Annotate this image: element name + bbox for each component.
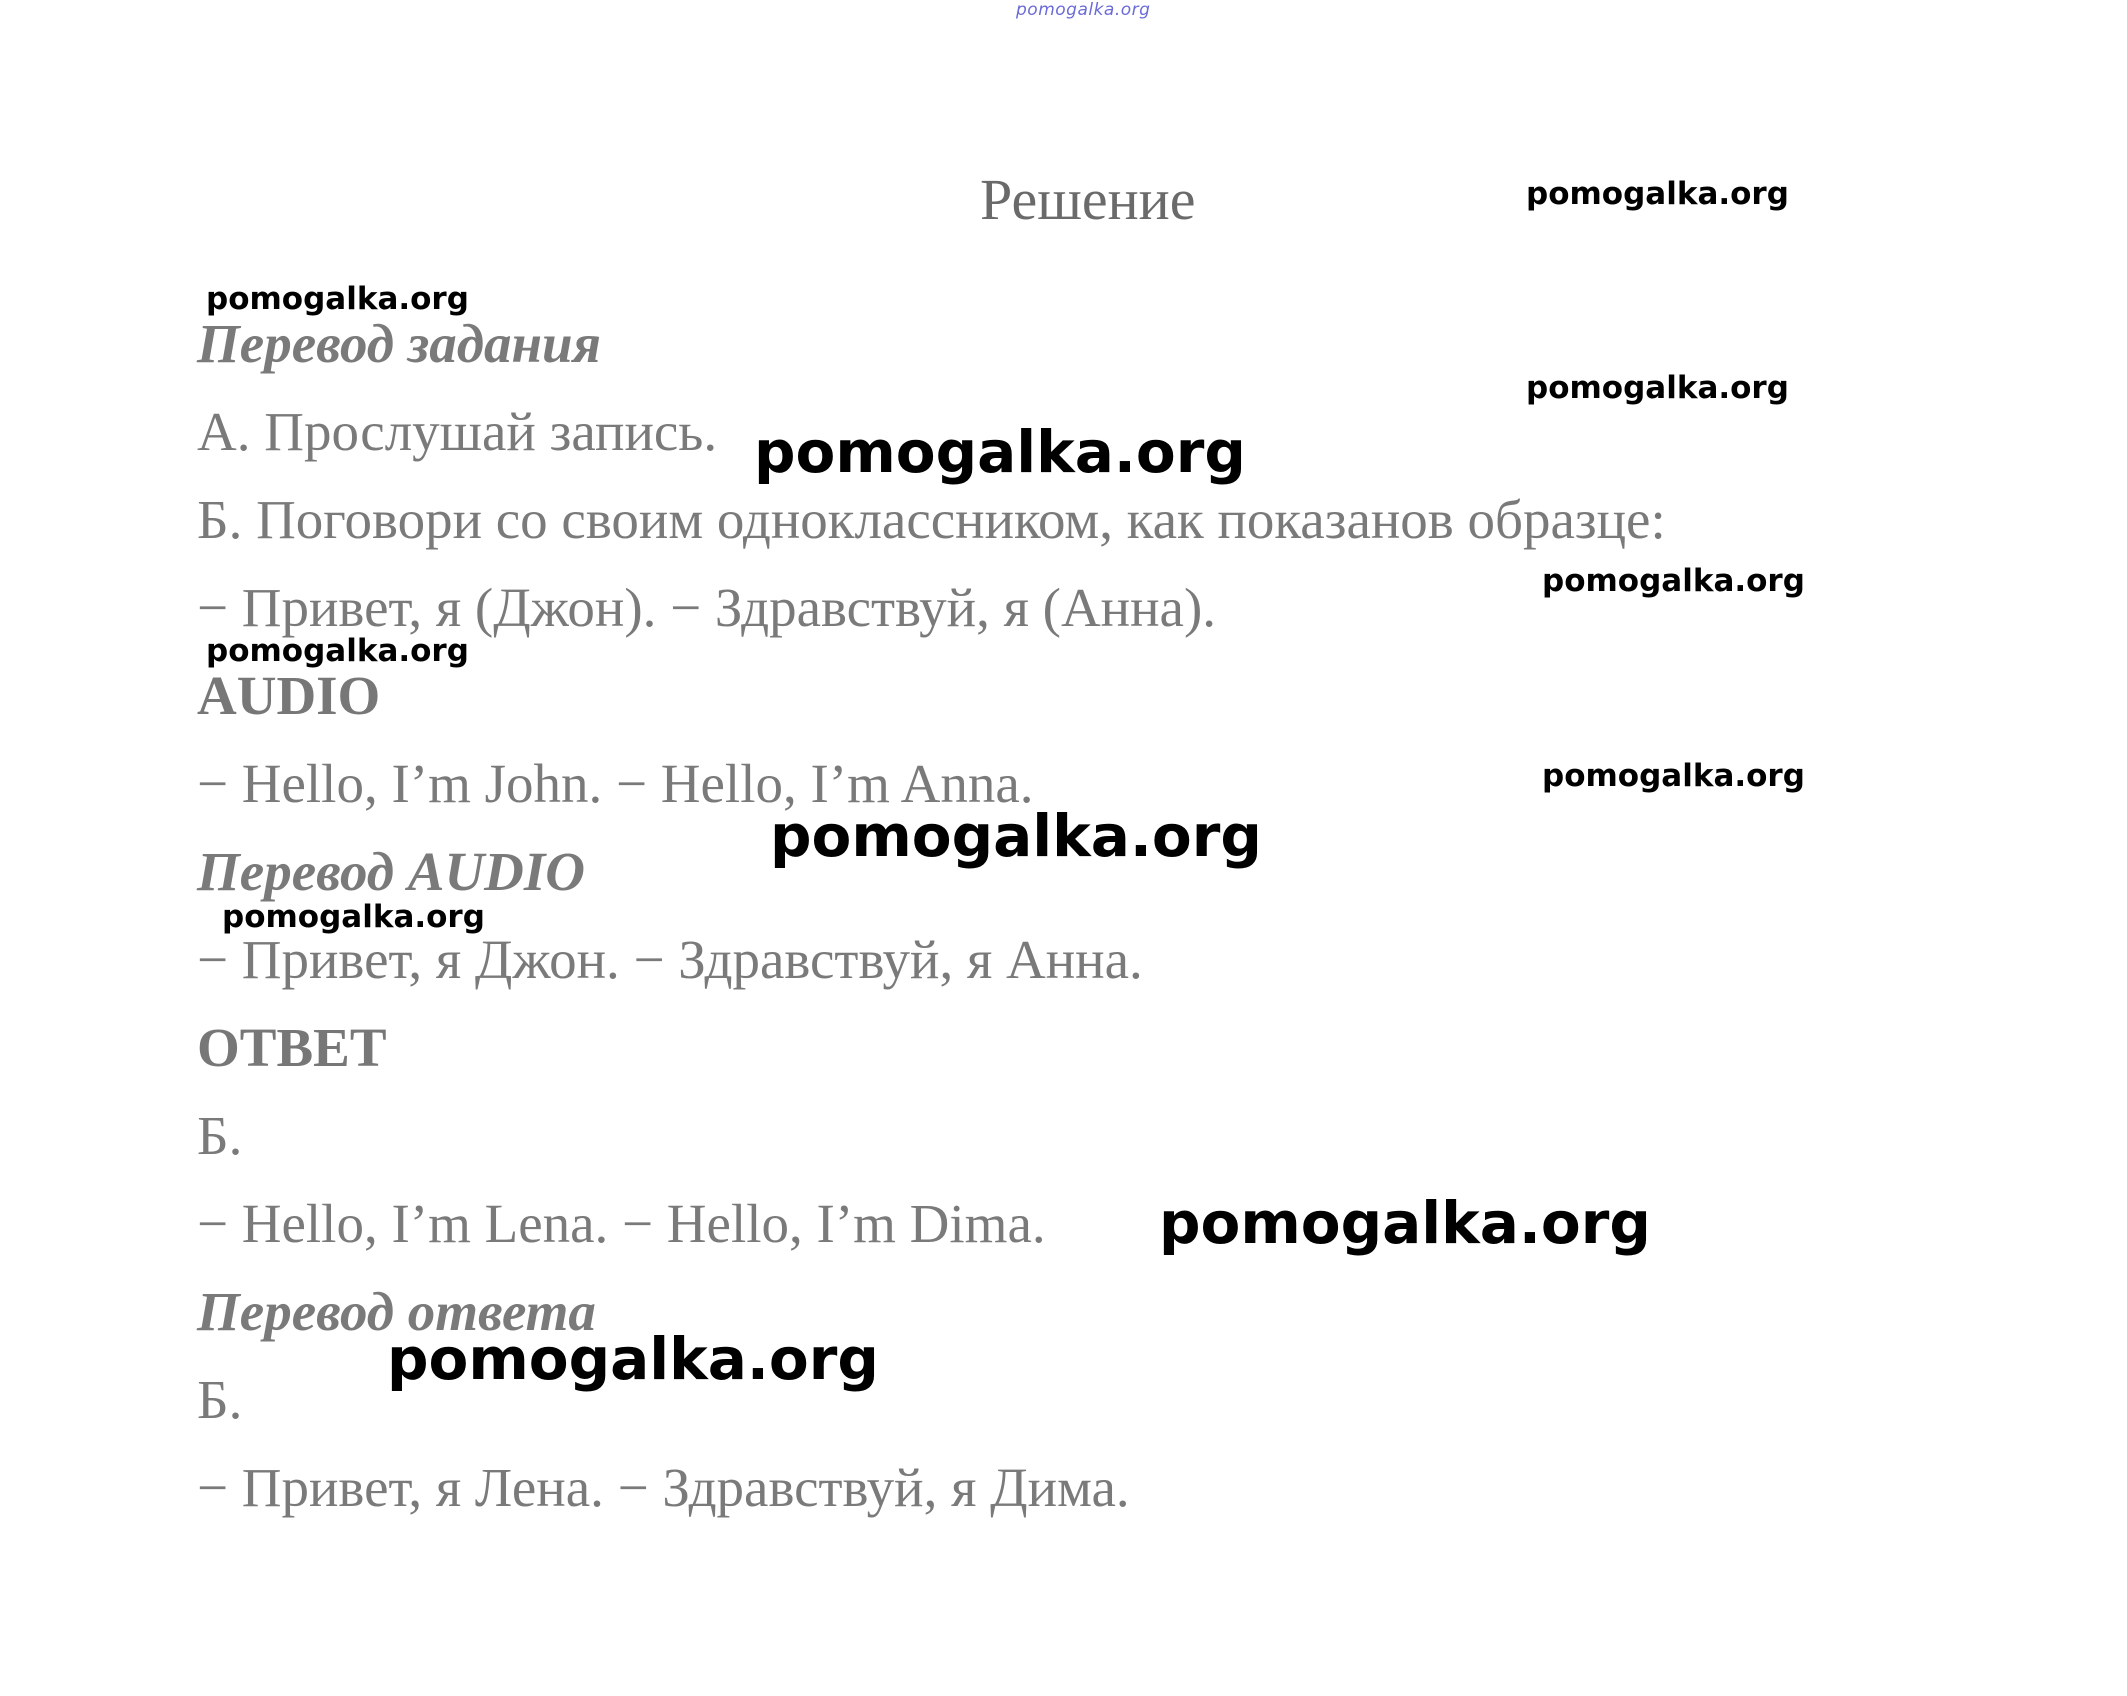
watermark: pomogalka.org bbox=[1526, 176, 1789, 212]
line-b: Б. Поговори со своим одноклассником, как показанов образце: bbox=[197, 489, 1666, 550]
watermark: pomogalka.org bbox=[206, 281, 469, 317]
heading-task-translation: Перевод задания bbox=[197, 313, 601, 374]
watermark: pomogalka.org bbox=[387, 1325, 879, 1393]
watermark: pomogalka.org bbox=[1542, 758, 1805, 794]
watermark: pomogalka.org bbox=[1526, 370, 1789, 406]
watermark: pomogalka.org bbox=[206, 633, 469, 669]
heading-audio: AUDIO bbox=[197, 665, 381, 726]
watermark: pomogalka.org bbox=[222, 899, 485, 935]
line-answer: − Hello, I’m Lena. − Hello, I’m Dima. bbox=[197, 1193, 1046, 1254]
watermark: pomogalka.org bbox=[754, 418, 1246, 486]
heading-audio-translation: Перевод AUDIO bbox=[197, 841, 586, 902]
heading-answer: ОТВЕТ bbox=[197, 1017, 387, 1078]
line-answer-ru: − Привет, я Лена. − Здравствуй, я Дима. bbox=[197, 1457, 1130, 1518]
watermark: pomogalka.org bbox=[1542, 563, 1805, 599]
line-audio: − Hello, I’m John. − Hello, I’m Anna. bbox=[197, 753, 1034, 814]
answer-label: Б. bbox=[197, 1105, 243, 1166]
watermark: pomogalka.org bbox=[770, 802, 1262, 870]
line-a: А. Прослушай запись. bbox=[197, 401, 718, 462]
top-watermark: pomogalka.org bbox=[1016, 0, 1151, 20]
line-audio-ru: − Привет, я Джон. − Здравствуй, я Анна. bbox=[197, 929, 1143, 990]
answer-translation-label: Б. bbox=[197, 1369, 243, 1430]
watermark: pomogalka.org bbox=[1159, 1189, 1651, 1257]
page-title: Решение bbox=[980, 167, 1196, 232]
line-dialog-ru: − Привет, я (Джон). − Здравствуй, я (Анна). bbox=[197, 577, 1217, 638]
heading-answer-translation: Перевод ответа bbox=[197, 1281, 596, 1342]
